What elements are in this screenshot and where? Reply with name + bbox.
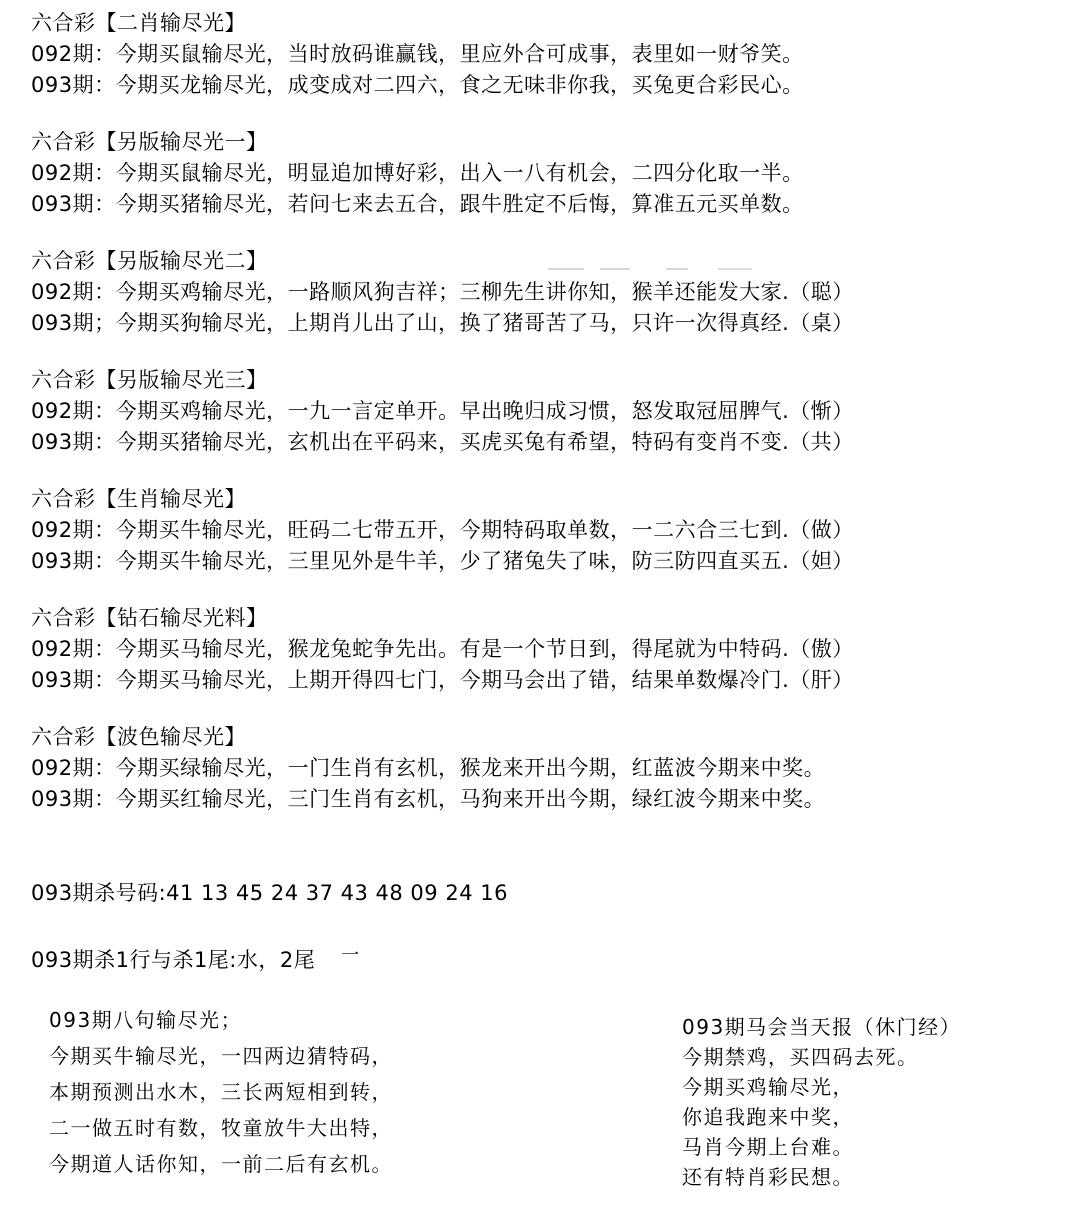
verse-line: 今期禁鸡，买四码去死。	[682, 1045, 919, 1069]
section-title: 六合彩【二肖输尽光】	[31, 11, 246, 35]
prediction-line: 093期：今期买猪输尽光，若问七来去五合，跟牛胜定不后悔，算准五元买单数。	[31, 192, 804, 216]
verse-line: 今期道人话你知，一前二后有玄机。	[49, 1152, 393, 1176]
verse-right-block	[682, 1012, 961, 1192]
verse-left-block	[49, 1002, 393, 1182]
prediction-line: 093期：今期买牛输尽光，三里见外是牛羊，少了猪兔失了味，防三防四直买五.（妲）	[31, 549, 854, 573]
section-er-xiao	[31, 8, 1071, 101]
section-title: 六合彩【生肖输尽光】	[31, 487, 246, 511]
prediction-line: 092期：今期买鼠输尽光，当时放码谁赢钱，里应外合可成事，表里如一财爷笑。	[31, 42, 804, 66]
verse-title: 093期马会当天报（休门经）	[682, 1015, 962, 1039]
prediction-line: 092期：今期买马输尽光，猴龙兔蛇争先出。有是一个节日到，得尾就为中特码.（傲）	[31, 637, 854, 661]
section-title: 六合彩【另版输尽光三】	[31, 368, 268, 392]
section-bo-se	[31, 722, 1071, 815]
section-ling-ban-1	[31, 127, 1071, 220]
prediction-line: 093期：今期买猪输尽光，玄机出在平码来，买虎买兔有希望，特码有变肖不变.（共）	[31, 430, 854, 454]
prediction-line: 093期；今期买狗输尽光，上期肖儿出了山，换了猪哥苦了马，只许一次得真经.（桌）	[31, 311, 854, 335]
prediction-line: 093期：今期买马输尽光，上期开得四七门，今期马会出了错，结果单数爆冷门.（肝）	[31, 668, 854, 692]
kill-attribute-text: 093期杀1行与杀1尾:水，2尾	[31, 948, 316, 972]
verse-line: 今期买鸡输尽光，	[682, 1075, 854, 1099]
dash-mark: 一	[341, 945, 360, 966]
verse-line: 本期预测出水木，三长两短相到转，	[49, 1080, 393, 1104]
section-title: 六合彩【钻石输尽光料】	[31, 606, 268, 630]
verse-line: 还有特肖彩民想。	[682, 1165, 854, 1189]
section-sheng-xiao	[31, 484, 1071, 577]
verse-line: 今期买牛输尽光，一四两边猜特码，	[49, 1044, 393, 1068]
prediction-line: 093期：今期买龙输尽光，成变成对二四六，食之无味非你我，买兔更合彩民心。	[31, 73, 804, 97]
prediction-line: 092期：今期买鼠输尽光，明显追加博好彩，出入一八有机会，二四分化取一半。	[31, 161, 804, 185]
section-title: 六合彩【波色输尽光】	[31, 725, 246, 749]
lottery-sections	[31, 8, 1071, 841]
section-title: 六合彩【另版输尽光二】	[31, 249, 268, 273]
prediction-line: 092期：今期买鸡输尽光，一路顺风狗吉祥；三柳先生讲你知，猴羊还能发大家.（聪）	[31, 280, 854, 304]
prediction-line: 092期：今期买牛输尽光，旺码二七带五开，今期特码取单数，一二六合三七到.（做）	[31, 518, 854, 542]
kill-attribute-line	[31, 940, 360, 976]
verse-line: 二一做五时有数，牧童放牛大出特，	[49, 1116, 393, 1140]
verse-title: 093期八句输尽光；	[49, 1008, 243, 1032]
prediction-line: 093期：今期买红输尽光，三门生肖有玄机，马狗来开出今期，绿红波今期来中奖。	[31, 787, 826, 811]
section-title: 六合彩【另版输尽光一】	[31, 130, 268, 154]
section-ling-ban-2	[31, 246, 1071, 339]
section-ling-ban-3	[31, 365, 1071, 458]
prediction-line: 092期：今期买鸡输尽光，一九一言定单开。早出晚归成习惯，怒发取冠屈脾气.（惭）	[31, 399, 854, 423]
prediction-line: 092期：今期买绿输尽光，一门生肖有玄机，猴龙来开出今期，红蓝波今期来中奖。	[31, 756, 826, 780]
verse-line: 你追我跑来中奖，	[682, 1105, 854, 1129]
kill-numbers-line: 093期杀号码:41 13 45 24 37 43 48 09 24 16	[31, 881, 508, 905]
verse-line: 马肖今期上台难。	[682, 1135, 854, 1159]
section-zuan-shi	[31, 603, 1071, 696]
